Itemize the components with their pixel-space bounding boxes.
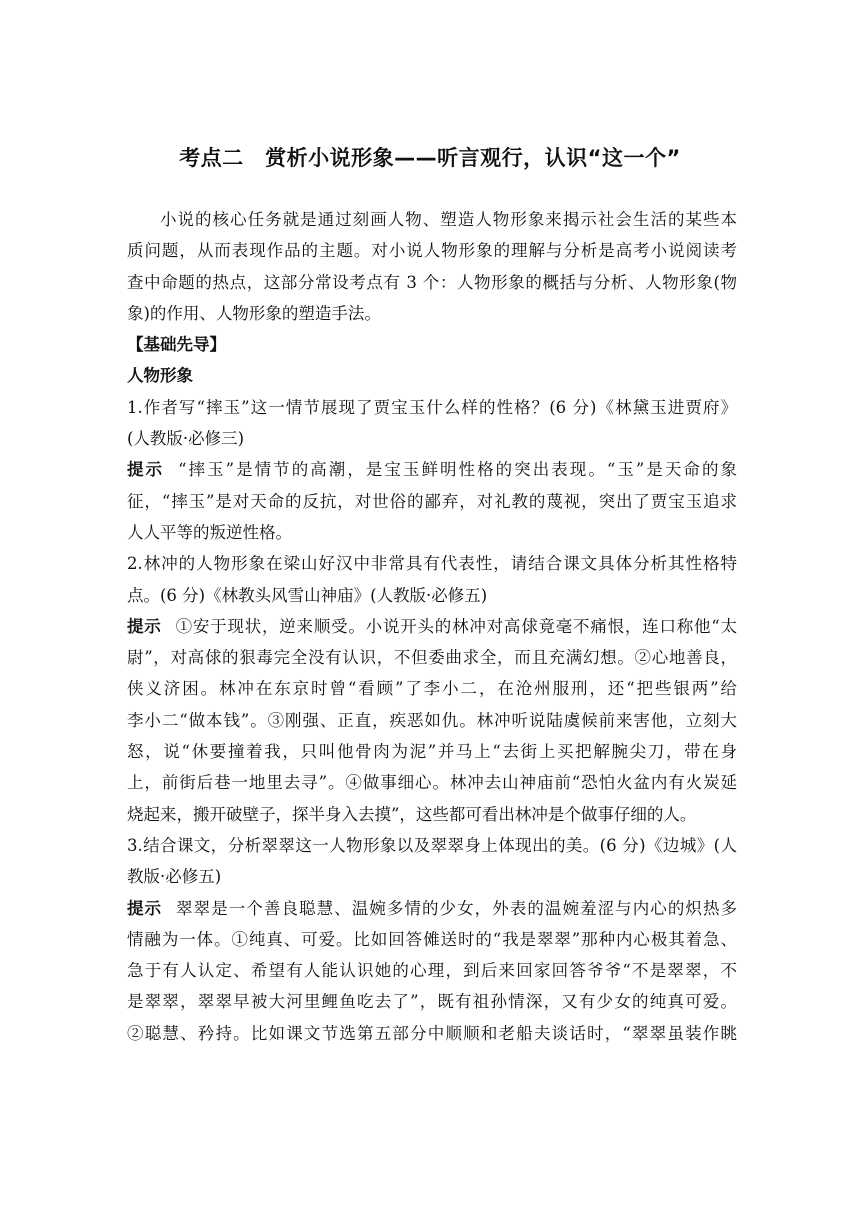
hint-text: “摔玉”是情节的高潮，是宝玉鲜明性格的突出表现。“玉”是天命的象 <box>178 460 737 480</box>
question-line: 3.结合课文，分析翠翠这一人物形象以及翠翠身上体现出的美。(6 分)《边城》(人 <box>127 835 737 855</box>
question-line: 点。(6 分)《林教头风雪山神庙》(人教版·必修五) <box>127 585 488 605</box>
intro-line: 查中命题的热点，这部分常设考点有 3 个：人物形象的概括与分析、人物形象(物 <box>127 272 737 292</box>
question-line: 教版·必修五) <box>127 867 222 887</box>
hint-line: 征，“摔玉”是对天命的反抗，对世俗的鄙弃，对礼教的蔑视，突出了贾宝玉追求 <box>127 491 737 511</box>
hint-label: 提示 <box>127 460 165 480</box>
hint-line <box>127 893 737 924</box>
intro-line: 象)的作用、人物形象的塑造手法。 <box>127 303 381 323</box>
hint-line: 烧起来，搬开破壁子，探半身入去摸”，这些都可看出林冲是个做事仔细的人。 <box>127 804 697 824</box>
hint-line: 尉”，对高俅的狠毒完全没有认识，不但委曲求全，而且充满幻想。②心地善良， <box>127 648 737 668</box>
question-line: 2.林冲的人物形象在梁山好汉中非常具有代表性，请结合课文具体分析其性格特 <box>127 554 737 574</box>
hint-text: 翠翠是一个善良聪慧、温婉多情的少女，外表的温婉羞涩与内心的炽热多 <box>176 898 738 918</box>
hint-line: 情融为一体。①纯真、可爱。比如回答傩送时的“我是翠翠”那种内心极其着急、 <box>127 929 737 949</box>
page-title: 考点二 赏析小说形象——听言观行，认识“这一个” <box>179 146 681 170</box>
hint-line: 是翠翠，翠翠早被大河里鲤鱼吃去了”，既有祖孙情深，又有少女的纯真可爱。 <box>127 992 737 1012</box>
hint-line: ②聪慧、矜持。比如课文节选第五部分中顺顺和老船夫谈话时，“翠翠虽装作眺 <box>127 1023 737 1043</box>
question-line: (人教版·必修三) <box>127 429 245 449</box>
subsection-heading: 人物形象 <box>127 366 193 386</box>
hint-line <box>127 454 737 485</box>
hint-label: 提示 <box>127 898 163 918</box>
question-line: 1.作者写“摔玉”这一情节展现了贾宝玉什么样的性格？(6 分)《林黛玉进贾府》 <box>127 397 737 417</box>
hint-line: 怒，说“休要撞着我，只叫他骨肉为泥”并马上“去街上买把解腕尖刀，带在身 <box>127 742 737 762</box>
intro-line: 小说的核心任务就是通过刻画人物、塑造人物形象来揭示社会生活的某些本 <box>160 210 737 229</box>
intro-line: 质问题，从而表现作品的主题。对小说人物形象的理解与分析是高考小说阅读考 <box>127 241 737 261</box>
hint-line: 上，前街后巷一地里去寻”。④做事细心。林冲去山神庙前“恐怕火盆内有火炭延 <box>127 773 737 793</box>
hint-line: 李小二“做本钱”。③刚强、正直，疾恶如仇。林冲听说陆虞候前来害他，立刻大 <box>127 710 737 730</box>
hint-text: ①安于现状，逆来顺受。小说开头的林冲对高俅竟毫不痛恨，连口称他“太 <box>175 616 737 636</box>
hint-line <box>127 611 737 642</box>
hint-line: 急于有人认定、希望有人能认识她的心理，到后来回家回答爷爷“不是翠翠，不 <box>127 961 737 981</box>
hint-label: 提示 <box>127 616 162 636</box>
section-heading: 【基础先导】 <box>127 335 226 355</box>
hint-line: 人人平等的叛逆性格。 <box>127 522 292 542</box>
document-body <box>127 204 737 1049</box>
hint-line: 侠义济困。林冲在东京时曾“看顾”了李小二，在沧州服刑，还“把些银两”给 <box>127 679 737 699</box>
